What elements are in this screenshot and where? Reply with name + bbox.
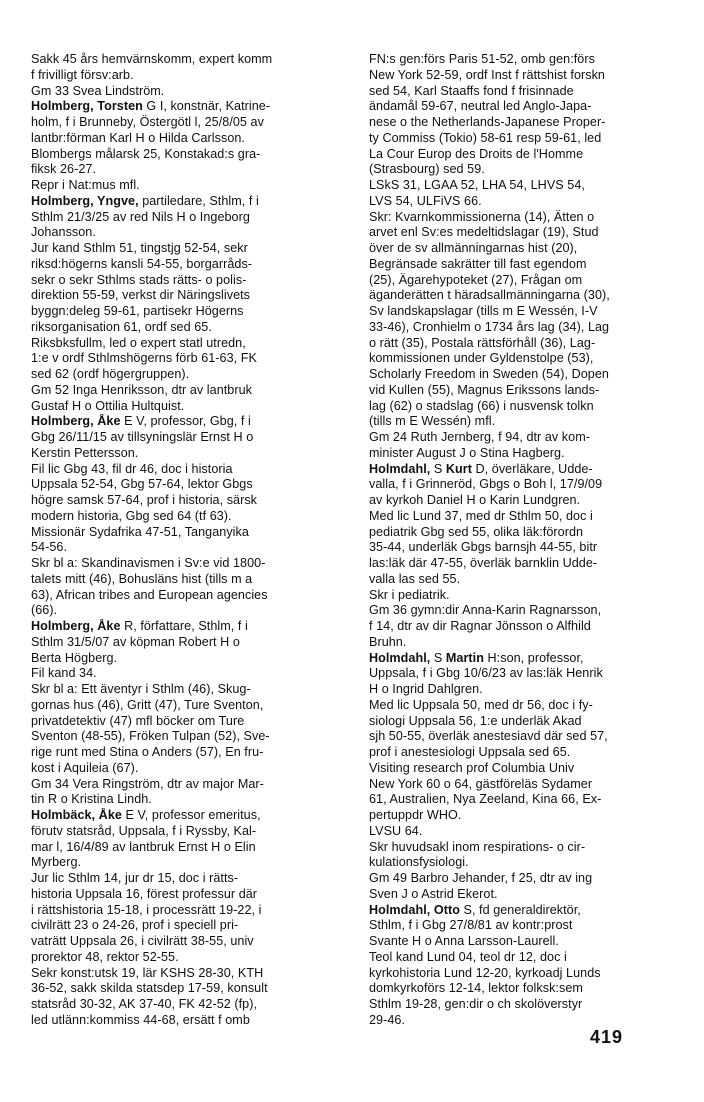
- entry-text: historia Uppsala 16, förest professur där: [31, 886, 258, 901]
- text-line: [31, 430, 335, 446]
- entry-text: Berta Högberg.: [31, 650, 118, 665]
- entry-text: Sv landskapslagar (tills m E Wessén, I-V: [369, 304, 598, 318]
- text-line: [369, 99, 673, 115]
- text-line: [369, 304, 673, 320]
- entry-text: Sthlm 31/5/07 av köpman Robert H o: [31, 634, 240, 649]
- text-line: [369, 257, 673, 273]
- text-line: [31, 210, 335, 226]
- entry-text: pertuppdr WHO.: [369, 808, 462, 822]
- entry-text: S: [430, 461, 446, 476]
- entry-text: Sthlm 21/3/25 av red Nils H o Ingeborg: [31, 209, 250, 224]
- left-column: [31, 52, 335, 1029]
- text-line: [31, 651, 335, 667]
- text-line: [369, 556, 673, 572]
- text-line: [31, 509, 335, 525]
- entry-text: kost i Aquileia (67).: [31, 760, 139, 775]
- text-line: [31, 162, 335, 178]
- entry-text: riksd:högerns kansli 54-55, borgarråds-: [31, 256, 253, 271]
- entry-text: Sthlm, f i Gbg 27/8/81 av kontr:prost: [369, 918, 573, 933]
- entry-text: partiledare, Sthlm, f i: [138, 193, 259, 208]
- text-line: [31, 399, 335, 415]
- text-line: [369, 729, 673, 745]
- entry-text: Scholarly Freedom in Sweden (54), Dopen: [369, 367, 609, 381]
- entry-text: rige runt med Stina o Anders (57), En fru-: [31, 745, 264, 759]
- entry-text: 54-56.: [31, 540, 68, 555]
- entry-text: Repr i Nat:mus mfl.: [31, 178, 140, 192]
- entry-text: ty Commiss (Tokio) 58-61 resp 59-61, led: [369, 130, 602, 145]
- entry-name: Holmberg, Åke: [31, 619, 121, 633]
- entry-text: led utlänn:kommiss 44-68, ersätt f omb: [31, 1012, 250, 1027]
- entry-name: Martin: [445, 650, 484, 665]
- entry-text: Sthlm 19-28, gen:dir o ch skolöverstyr: [369, 997, 583, 1011]
- entry-text: Jur kand Sthlm 51, tingstjg 52-54, sekr: [31, 241, 248, 255]
- text-line: [369, 225, 673, 241]
- entry-name: Holmberg, Torsten: [31, 99, 143, 114]
- entry-text: direktion 55-59, verkst dir Näringslivets: [31, 288, 251, 303]
- entry-text: ändamål 59-67, neutral led Anglo-Japa-: [369, 99, 592, 114]
- text-line: [369, 588, 673, 604]
- entry-text: modern historia, Gbg sed 64 (tf 63).: [31, 508, 232, 523]
- entry-text: Svante H o Anna Larsson-Laurell.: [369, 934, 559, 948]
- entry-text: Bruhn.: [369, 634, 407, 649]
- entry-text: mar l, 16/4/89 av lantbruk Ernst H o Elin: [31, 839, 256, 854]
- text-line: [31, 1013, 335, 1029]
- entry-text: o rätt (35), Postala rättsförhåll (36), Lag-: [369, 335, 596, 350]
- text-line: [369, 430, 673, 446]
- text-line: [369, 603, 673, 619]
- text-line: [369, 477, 673, 493]
- text-line: [31, 950, 335, 966]
- text-line: [31, 966, 335, 982]
- text-line: [31, 99, 335, 115]
- text-line: [369, 336, 673, 352]
- text-line: [369, 320, 673, 336]
- entry-name: Holmdahl,: [369, 650, 431, 665]
- entry-text: av kyrkoh Daniel H o Karin Lundgren.: [369, 493, 581, 507]
- text-line: [31, 52, 335, 68]
- entry-text: 35-44, underläk Gbgs barnsjh 44-55, bitr: [369, 540, 598, 555]
- text-line: [369, 399, 673, 415]
- text-line: [31, 131, 335, 147]
- entry-text: 29-46.: [369, 1012, 406, 1027]
- text-line: [369, 792, 673, 808]
- text-line: [369, 288, 673, 304]
- text-line: [31, 336, 335, 352]
- text-line: [31, 588, 335, 604]
- text-line: [369, 966, 673, 982]
- entry-text: Gm 34 Vera Ringström, dtr av major Mar-: [31, 776, 264, 791]
- entry-text: förutv statsråd, Uppsala, f i Ryssby, Kal-: [31, 823, 257, 838]
- text-line: [31, 446, 335, 462]
- entry-text: siologi Uppsala 56, 1:e underläk Akad: [369, 713, 582, 728]
- entry-text: holm, f i Brunneby, Östergötl l, 25/8/05 av: [31, 115, 264, 129]
- entry-text: 36-52, sakk skilda statsdep 17-59, konsult: [31, 981, 268, 996]
- text-line: [31, 194, 335, 210]
- entry-text: LVSU 64.: [369, 823, 423, 838]
- text-line: [31, 855, 335, 871]
- text-line: [369, 462, 673, 478]
- entry-text: talets mitt (46), Bohusläns hist (tills m a: [31, 571, 253, 586]
- text-line: [31, 777, 335, 793]
- entry-text: Kerstin Pettersson.: [31, 445, 139, 460]
- entry-text: LVS 54, ULFiVS 66.: [369, 193, 482, 208]
- text-line: [31, 477, 335, 493]
- entry-text: H:son, professor,: [483, 650, 584, 665]
- text-line: [369, 635, 673, 651]
- text-line: [31, 414, 335, 430]
- text-line: [369, 934, 673, 950]
- text-line: [369, 698, 673, 714]
- text-line: [369, 572, 673, 588]
- text-line: [369, 666, 673, 682]
- text-line: [369, 162, 673, 178]
- text-line: [369, 950, 673, 966]
- text-line: [369, 777, 673, 793]
- entry-text: sed 62 (ordf högergruppen).: [31, 367, 190, 381]
- text-line: [369, 997, 673, 1013]
- text-line: [369, 745, 673, 761]
- text-line: [31, 462, 335, 478]
- entry-text: las:läk där 47-55, överläk barnklin Udde-: [369, 556, 598, 570]
- entry-text: E V, professor, Gbg, f i: [120, 414, 251, 429]
- entry-text: Sven J o Astrid Ekerot.: [369, 886, 498, 901]
- entry-text: Skr: Kvarnkommissionerna (14), Ätten o: [369, 209, 595, 224]
- text-line: [369, 210, 673, 226]
- entry-text: arvet enl Sv:es medeltidslagar (19), Stud: [369, 225, 599, 240]
- entry-text: La Cour Europ des Droits de l'Homme: [369, 146, 584, 161]
- text-line: [31, 903, 335, 919]
- entry-text: Gustaf H o Ottilia Hultquist.: [31, 398, 185, 413]
- entry-text: (66).: [31, 603, 58, 618]
- text-line: [31, 493, 335, 509]
- text-line: [31, 666, 335, 682]
- entry-text: E V, professor emeritus,: [121, 808, 261, 822]
- entry-name: Holmdahl,: [369, 461, 431, 476]
- entry-text: kulationsfysiologi.: [369, 855, 469, 870]
- entry-text: Skr i pediatrik.: [369, 587, 450, 602]
- entry-text: Myrberg.: [31, 855, 82, 870]
- entry-text: sjh 50-55, överläk anestesiavd där sed 57,: [369, 729, 608, 744]
- text-line: [369, 619, 673, 635]
- entry-text: Jur lic Sthlm 14, jur dr 15, doc i rätts-: [31, 871, 239, 885]
- text-line: [369, 115, 673, 131]
- entry-text: Blombergs målarsk 25, Konstakad:s gra-: [31, 146, 261, 161]
- entry-text: privatdetektiv (47) mfl böcker om Ture: [31, 713, 245, 728]
- text-line: [369, 273, 673, 289]
- text-line: [369, 84, 673, 100]
- text-line: [31, 840, 335, 856]
- entry-text: f frivilligt försv:arb.: [31, 67, 134, 82]
- entry-name: Holmberg, Yngve,: [31, 193, 139, 208]
- entry-text: Visiting research prof Columbia Univ: [369, 760, 575, 775]
- entry-text: Gm 52 Inga Henriksson, dtr av lantbruk: [31, 382, 252, 397]
- text-line: [31, 257, 335, 273]
- entry-text: Johansson.: [31, 225, 96, 240]
- text-line: [369, 1013, 673, 1029]
- text-line: [31, 273, 335, 289]
- text-line: [369, 840, 673, 856]
- entry-text: Riksbksfullm, led o expert statl utredn,: [31, 335, 246, 350]
- text-line: [369, 241, 673, 257]
- text-line: [31, 147, 335, 163]
- text-line: [369, 824, 673, 840]
- text-line: [31, 745, 335, 761]
- entry-text: äganderätten t häradsallmänningarna (30),: [369, 288, 610, 303]
- text-line: [31, 383, 335, 399]
- text-line: [31, 572, 335, 588]
- text-line: [369, 714, 673, 730]
- text-line: [369, 855, 673, 871]
- text-line: [31, 698, 335, 714]
- text-line: [369, 194, 673, 210]
- entry-text: Fil lic Gbg 43, fil dr 46, doc i historia: [31, 461, 233, 476]
- entry-text: S: [430, 650, 446, 665]
- entry-text: New York 52-59, ordf Inst f rättshist forskn: [369, 67, 605, 82]
- entry-text: Gm 33 Svea Lindström.: [31, 83, 165, 98]
- entry-text: G I, konstnär, Katrine-: [142, 99, 271, 114]
- entry-text: 33-46), Cronhielm o 1734 års lag (34), Lag: [369, 319, 610, 334]
- entry-text: gornas hus (46), Gritt (47), Ture Sventon,: [31, 697, 264, 712]
- entry-text: 1:e v ordf Sthlmshögerns förb 61-63, FK: [31, 351, 257, 366]
- entry-text: kyrkohistoria Lund 12-20, kyrkoadj Lunds: [369, 965, 601, 980]
- entry-text: Missionär Sydafrika 47-51, Tanganyika: [31, 524, 249, 539]
- text-line: [369, 682, 673, 698]
- text-line: [369, 918, 673, 934]
- entry-text: D, överläkare, Udde-: [471, 461, 593, 476]
- text-line: [369, 871, 673, 887]
- text-line: [369, 414, 673, 430]
- entry-text: över de sv allmänningarnas hist (20),: [369, 241, 578, 255]
- text-line: [31, 934, 335, 950]
- text-line: [31, 714, 335, 730]
- text-line: [369, 178, 673, 194]
- entry-text: 63), African tribes and European agencies: [31, 587, 268, 602]
- right-column: [369, 52, 673, 1029]
- text-line: [31, 603, 335, 619]
- entry-text: i rättshistoria 15-18, i processrätt 19-22, i: [31, 902, 262, 917]
- text-line: [369, 651, 673, 667]
- text-line: [31, 241, 335, 257]
- entry-text: Uppsala, f i Gbg 10/6/23 av las:läk Henrik: [369, 666, 603, 681]
- entry-text: pediatrik Gbg sed 55, olika läk:förordn: [369, 524, 584, 539]
- entry-text: Teol kand Lund 04, teol dr 12, doc i: [369, 949, 567, 964]
- entry-text: Begränsade sakrätter till fast egendom: [369, 256, 587, 271]
- text-line: [31, 635, 335, 651]
- entry-text: Uppsala 52-54, Gbg 57-64, lektor Gbgs: [31, 477, 253, 492]
- text-line: [31, 761, 335, 777]
- entry-text: domkyrkoförs 12-14, lektor folksk:sem: [369, 981, 583, 996]
- entry-name: Kurt: [445, 461, 472, 476]
- text-line: [369, 509, 673, 525]
- text-line: [31, 84, 335, 100]
- text-line: [369, 446, 673, 462]
- entry-text: (tills m E Wessén) mfl.: [369, 414, 496, 429]
- entry-text: f 14, dtr av dir Ragnar Jönsson o Alfhild: [369, 619, 591, 633]
- page-number: 419: [590, 1027, 624, 1047]
- text-line: [31, 887, 335, 903]
- text-line: [369, 68, 673, 84]
- entry-text: sed 54, Karl Staaffs fond f frisinnade: [369, 83, 574, 98]
- text-line: [31, 525, 335, 541]
- text-line: [369, 367, 673, 383]
- entry-name: Holmberg, Åke: [31, 414, 121, 429]
- text-line: [31, 288, 335, 304]
- text-line: [31, 981, 335, 997]
- text-line: [31, 304, 335, 320]
- entry-text: prorektor 48, rektor 52-55.: [31, 949, 179, 964]
- text-line: [369, 131, 673, 147]
- entry-text: sekr o sekr Sthlms stads rätts- o polis-: [31, 272, 247, 287]
- entry-text: lantbr:förman Karl H o Hilda Carlsson.: [31, 130, 245, 145]
- entry-text: Med lic Uppsala 50, med dr 56, doc i fy-: [369, 697, 593, 712]
- entry-text: byggn:deleg 59-61, partisekr Högerns: [31, 304, 244, 318]
- entry-text: Skr bl a: Skandinavismen i Sv:e vid 1800-: [31, 556, 266, 570]
- entry-text: New York 60 o 64, gästföreläs Sydamer: [369, 776, 593, 791]
- text-line: [31, 808, 335, 824]
- entry-text: (25), Ägarehypoteket (27), Frågan om: [369, 272, 583, 287]
- entry-text: kommissionen under Gyldenstolpe (53),: [369, 351, 594, 366]
- entry-text: (Strasbourg) sed 59.: [369, 162, 485, 177]
- entry-text: lag (62) o stadslag (66) i nusvensk tolkn: [369, 398, 594, 413]
- text-line: [31, 997, 335, 1013]
- entry-text: Fil kand 34.: [31, 666, 97, 681]
- text-line: [31, 115, 335, 131]
- entry-text: prof i anestesiologi Uppsala sed 65.: [369, 745, 571, 759]
- entry-text: tin R o Kristina Lindh.: [31, 792, 152, 807]
- text-line: [369, 351, 673, 367]
- entry-text: minister August J o Stina Hagberg.: [369, 445, 565, 460]
- entry-text: H o Ingrid Dahlgren.: [369, 682, 483, 696]
- entry-text: Gm 24 Ruth Jernberg, f 94, dtr av kom-: [369, 430, 590, 444]
- entry-text: Skr bl a: Ett äventyr i Sthlm (46), Skug-: [31, 682, 251, 696]
- text-line: [369, 383, 673, 399]
- entry-text: Sekr konst:utsk 19, lär KSHS 28-30, KTH: [31, 965, 264, 980]
- entry-text: valla las sed 55.: [369, 571, 461, 586]
- text-line: [31, 556, 335, 572]
- text-line: [369, 52, 673, 68]
- text-line: [369, 761, 673, 777]
- text-line: [31, 824, 335, 840]
- text-line: [31, 871, 335, 887]
- entry-text: Gm 49 Barbro Jehander, f 25, dtr av ing: [369, 871, 593, 885]
- text-line: [31, 68, 335, 84]
- text-line: [31, 540, 335, 556]
- entry-text: riksorganisation 61, ordf sed 65.: [31, 319, 212, 334]
- text-line: [31, 682, 335, 698]
- text-line: [369, 525, 673, 541]
- entry-text: Gm 36 gymn:dir Anna-Karin Ragnarsson,: [369, 603, 602, 618]
- entry-text: LSkS 31, LGAA 52, LHA 54, LHVS 54,: [369, 178, 585, 192]
- entry-text: statsråd 30-32, AK 37-40, FK 42-52 (fp),: [31, 997, 258, 1011]
- entry-text: fiksk 26-27.: [31, 162, 96, 177]
- text-line: [31, 619, 335, 635]
- text-line: [369, 540, 673, 556]
- text-line: [369, 887, 673, 903]
- entry-text: nese o the Netherlands-Japanese Proper-: [369, 115, 606, 129]
- text-line: [31, 320, 335, 336]
- entry-name: Holmdahl, Otto: [369, 902, 460, 917]
- entry-text: Skr huvudsakl inom respirations- o cir-: [369, 839, 586, 854]
- text-line: [31, 178, 335, 194]
- text-line: [369, 903, 673, 919]
- entry-name: Holmbäck, Åke: [31, 808, 122, 822]
- text-line: [31, 792, 335, 808]
- entry-text: 61, Australien, Nya Zeeland, Kina 66, Ex-: [369, 792, 602, 807]
- entry-text: vaträtt Uppsala 26, i civilrätt 38-55, univ: [31, 934, 254, 948]
- text-line: [31, 367, 335, 383]
- entry-text: civilrätt 23 o 24-26, prof i speciell pri-: [31, 918, 239, 933]
- entry-text: valla, f i Grinneröd, Gbgs o Boh l, 17/9/09: [369, 477, 603, 492]
- entry-text: S, fd generaldirektör,: [459, 902, 581, 917]
- entry-text: Sventon (48-55), Fröken Tulpan (52), Sve-: [31, 729, 270, 744]
- text-line: [31, 351, 335, 367]
- entry-text: FN:s gen:förs Paris 51-52, omb gen:förs: [369, 52, 595, 66]
- text-line: [369, 808, 673, 824]
- entry-text: Med lic Lund 37, med dr Sthlm 50, doc i: [369, 508, 593, 523]
- text-line: [31, 918, 335, 934]
- text-line: [369, 981, 673, 997]
- entry-text: R, författare, Sthlm, f i: [120, 619, 248, 633]
- entry-text: Gbg 26/11/15 av tillsyningslär Ernst H o: [31, 430, 254, 444]
- entry-text: högre samsk 57-64, prof i historia, särsk: [31, 493, 258, 507]
- text-line: [31, 225, 335, 241]
- entry-text: vid Kullen (55), Magnus Erikssons lands-: [369, 382, 600, 397]
- text-line: [369, 147, 673, 163]
- text-line: [31, 729, 335, 745]
- text-line: [369, 493, 673, 509]
- entry-text: Sakk 45 års hemvärnskomm, expert komm: [31, 52, 273, 66]
